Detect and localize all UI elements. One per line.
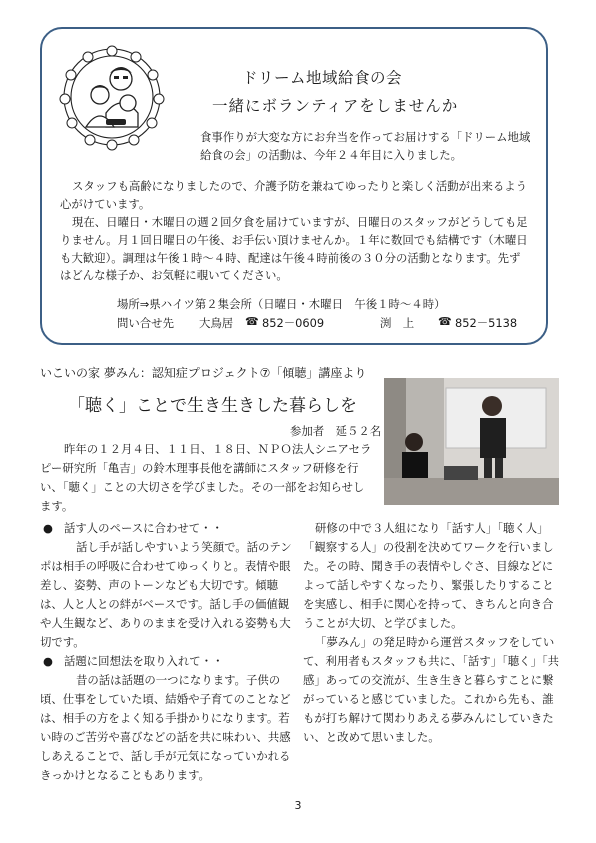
page-number: 3 <box>294 799 302 812</box>
article-lead: 昨年の１２月４日、１１日、１８日、ＮＰＯ法人シニアセラピー研究所「亀吉」の鈴木理事長他を講師にスタッフ研修を行い、「聴く」ことの大切さを学びました。その一部をお知らせします。 <box>40 442 372 513</box>
contact1-phone: 852－0609 <box>262 316 325 330</box>
bullet-icon: ● <box>43 654 53 668</box>
bullet-text: 昔の話は話題の一つになります。子供の頃、仕事をしていた頃、結婚や子育てのことなどは、相手の方をよく知る手掛かりになります。若い時のご苦労や喜びなどの話を共に味わい、共感しあえることで、話し手が元気になっていかれるきっかけとなることもあります。 <box>40 673 291 782</box>
contact-label: 問い合せ先 <box>117 316 174 330</box>
bullet-item <box>40 652 292 671</box>
phone-icon: ☎ <box>438 315 452 328</box>
notice-box <box>40 27 548 345</box>
bullet-icon: ● <box>43 521 53 535</box>
notice-title: ドリーム地域給食の会 <box>242 69 403 87</box>
article-header: いこいの家 夢みん：認知症プロジェクト⑦「傾聴」講座より <box>40 366 367 380</box>
bullet-text: 話し手が話しやすいよう笑顔で。話のテンポは相手の呼吸に合わせてゆっくりと。表情や眼差し、姿勢、声のトーンなども大切です。傾聴は、人と人との絆がベースです。話し手の価値観や人生観など、ありのままを受け入れる姿勢も大切です。 <box>40 540 292 649</box>
article-paragraph: 「夢みん」の発足時から運営スタッフをしていて、利用者もスタッフも共に、「話す」「聴く」「共感」あっての交流が、生き生きと暮らすことに繋がっていると感じていました。これから先も、誰もが打ち解けて関わりあえる夢みんにしていきたい、と改めて思いました。 <box>303 635 560 744</box>
notice-paragraph-2: 現在、日曜日・木曜日の週２回夕食を届けていますが、日曜日のスタッフがどうしても足りません。月１回日曜日の午後、お手伝い頂けませんか。１年に数回でも結構です（木曜日も大歓迎）。調理は午後１時～４時、配達は午後４時前後の３０分の活動となります。先ずはどんな様子か、お気軽に覗いてください。 <box>60 215 528 283</box>
participants-count: 参加者 延５２名 <box>290 424 382 438</box>
contact2-name: 渕 上 <box>380 316 415 330</box>
contact1-name: 大鳥居 <box>199 316 234 330</box>
notice-intro: 食事作りが大変な方にお弁当を作ってお届けする「ドリーム地域給食の会」の活動は、今年２４年目に入りました。 <box>200 130 531 162</box>
article-paragraph: 研修の中で３人組になり「話す人」「聴く人」「観察する人」の役割を決めてワークを行いました。その時、聞き手の表情やしぐさ、目線などによって話しやすくなったり、緊張したりすることを実感し、相手に関心を持って、きちんと向き合うことが大切、と学びました。 <box>303 521 554 630</box>
article-left-column <box>40 519 292 785</box>
bullet-item <box>40 519 292 538</box>
contact2-phone: 852－5138 <box>455 316 518 330</box>
notice-subtitle: 一緒にボランティアをしませんか <box>212 97 459 115</box>
article-title: 「聴く」ことで生き生きした暮らしを <box>68 396 357 416</box>
notice-place: 場所⇒県ハイツ第２集会所（日曜日・木曜日 午後１時～４時） <box>117 297 446 311</box>
article-right-column <box>303 519 561 747</box>
volunteer-group-illustration <box>56 43 168 151</box>
workshop-photo <box>384 378 559 505</box>
bullet-heading: 話題に回想法を取り入れて・・ <box>64 654 224 668</box>
bullet-heading: 話す人のペースに合わせて・・ <box>64 521 223 535</box>
phone-icon: ☎ <box>245 315 259 328</box>
notice-paragraph-1: スタッフも高齢になりましたので、介護予防を兼ねてゆったりと楽しく活動が出来るよう心がけています。 <box>60 179 528 211</box>
